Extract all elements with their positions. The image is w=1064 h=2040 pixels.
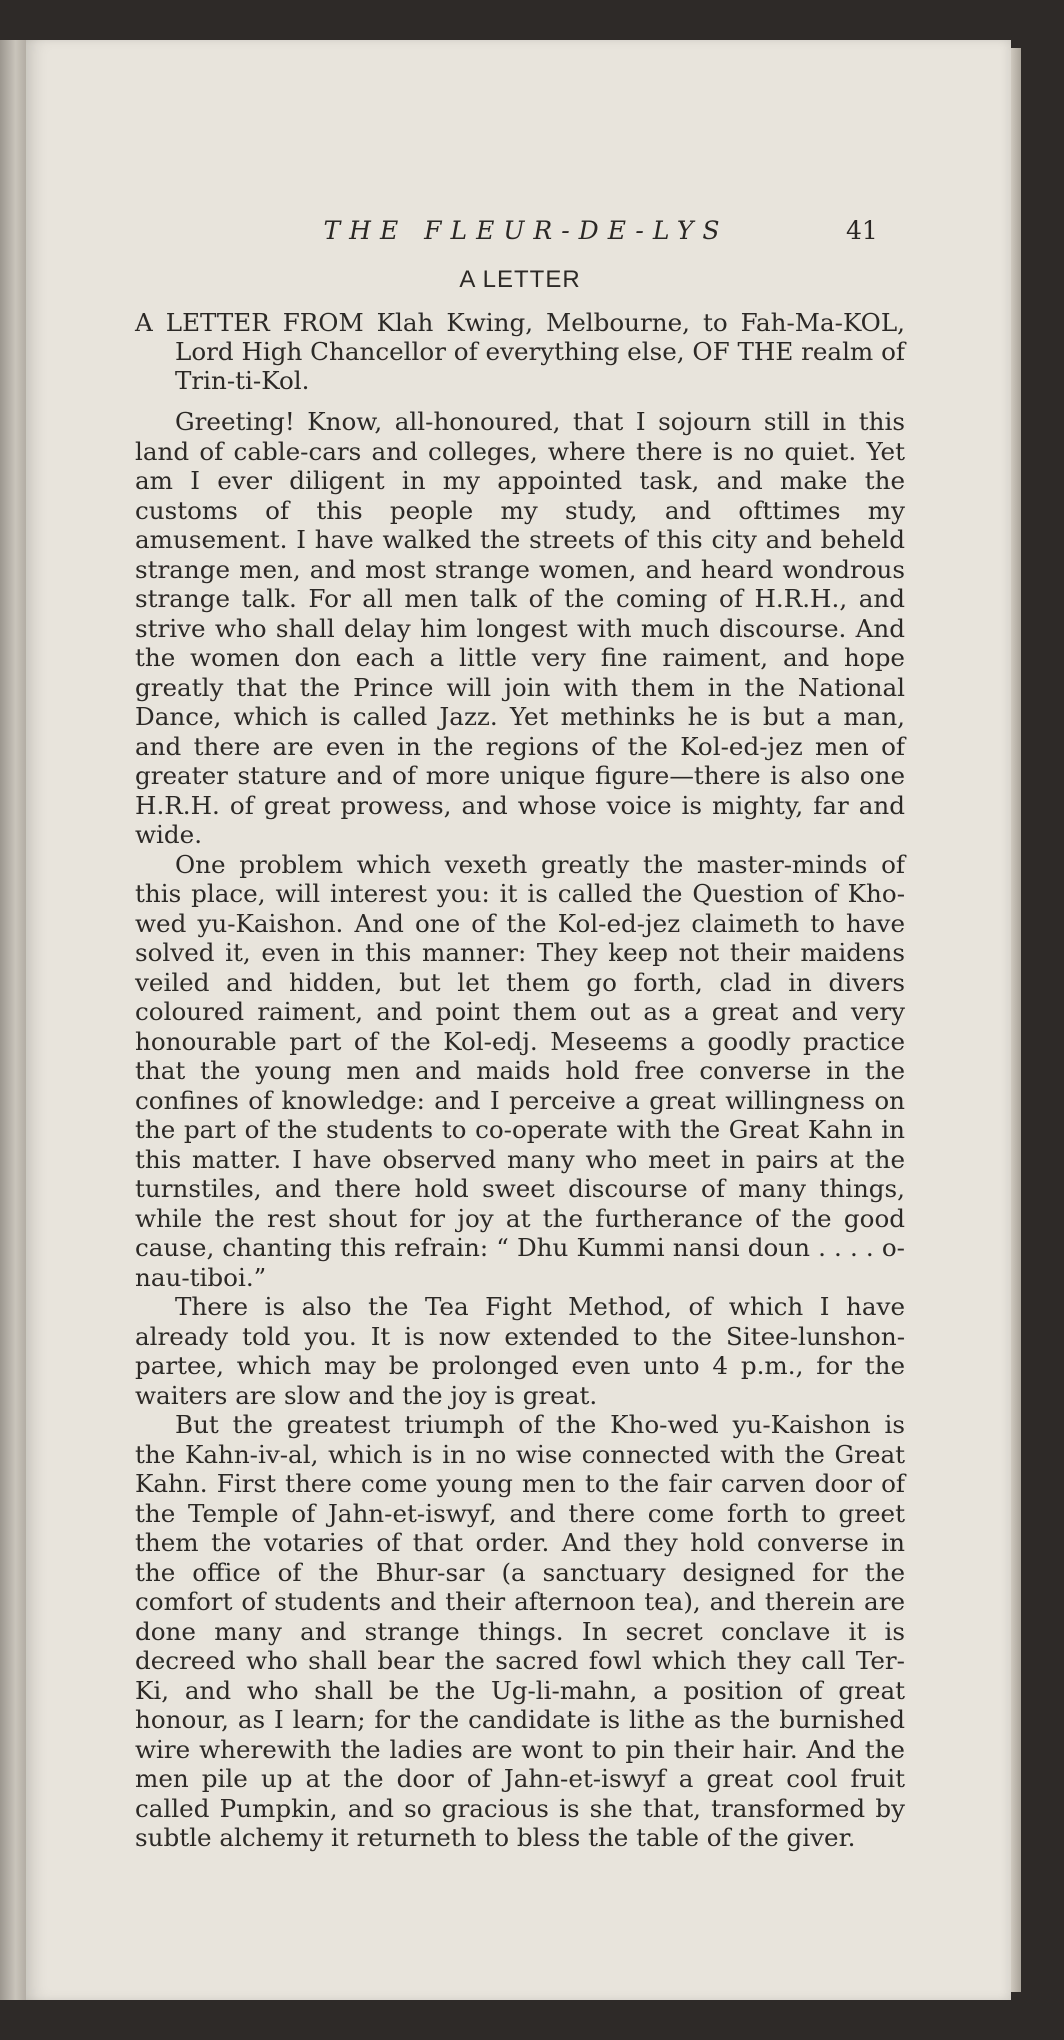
facing-page-edge (0, 40, 26, 2000)
page-stack-edge (1011, 48, 1021, 1992)
paragraph-greeting: Greeting! Know, all-honoured, that I sojourn still in this land of cable-cars and colleges, where there is no quiet. Yet am I ever diligent in my appointed task, and make the customs of this people my study, and ofttimes my amusement. I have walked the streets of this city and beheld strange men, and most strange women, and heard wondrous strange talk. For all men talk of the coming of H.R.H., and strive who shall delay him longest with much discourse. And the women don each a little very fine raiment, and hope greatly that the Prince will join with them in the National Dance, which is called Jazz. Yet methinks he is but a man, and there are even in the regions of the Kol-ed-jez men of greater stature and of more unique figure—there is also one H.R.H. of great prowess, and whose voice is mighty, far and wide. (135, 407, 905, 849)
page-number: 41 (846, 216, 878, 245)
paragraph-problem: One problem which vexeth greatly the master-minds of this place, will interest you: it is called the Question of Kho-wed yu-Kaishon. And one of the Kol-ed-jez claimeth to have solved it, even in this manner: They keep not their maidens veiled and hidden, but let them go forth, clad in divers coloured raiment, and point them out as a great and very honourable part of the Kol-edj. Meseems a goodly practice that the young men and maids hold free converse in the confines of knowledge: and I perceive a great willingness on the part of the students to co-operate with the Great Kahn in this matter. I have observed many who meet in pairs at the turnstiles, and there hold sweet discourse of many things, while the rest shout for joy at the furtherance of the good cause, chanting this refrain: “ Dhu Kummi nansi doun . . . . o-nau-tiboi.” (135, 849, 905, 1292)
article-title: A LETTER (459, 266, 581, 293)
paragraph-tea-fight: There is also the Tea Fight Method, of which I have already told you. It is now extended to the Sitee-lunshon-partee, which may be prolonged even unto 4 p.m., for the waiters are slow and the joy is great. (135, 1292, 905, 1410)
running-title: THE FLEUR-DE-LYS (323, 216, 729, 245)
page-header (26, 216, 1011, 256)
letter-article (135, 264, 905, 1853)
paragraph-kahn-iv-al: But the greatest triumph of the Kho-wed yu-Kaishon is the Kahn-iv-al, which is in no wise connected with the Great Kahn. First there come young men to the fair carven door of the Temple of Jahn-et-iswyf, and there come forth to greet them the votaries of that order. And they hold converse in the office of the Bhur-sar (a sanctuary designed for the comfort of students and their afternoon tea), and therein are done many and strange things. In secret conclave it is decreed who shall bear the sacred fowl which they call Ter-Ki, and who shall be the Ug-li-mahn, a position of great honour, as I learn; for the candidate is lithe as the burnished wire wherewith the ladies are wont to pin their hair. And the men pile up at the door of Jahn-et-iswyf a great cool fruit called Pumpkin, and so gracious is she that, transformed by subtle alchemy it returneth to bless the table of the giver. (135, 1410, 905, 1852)
letter-address: A LETTER FROM Klah Kwing, Melbourne, to Fah-Ma-KOL, Lord High Chancellor of everything else, OF THE realm of Trin-ti-Kol. (135, 308, 905, 395)
book-page (26, 40, 1011, 2000)
